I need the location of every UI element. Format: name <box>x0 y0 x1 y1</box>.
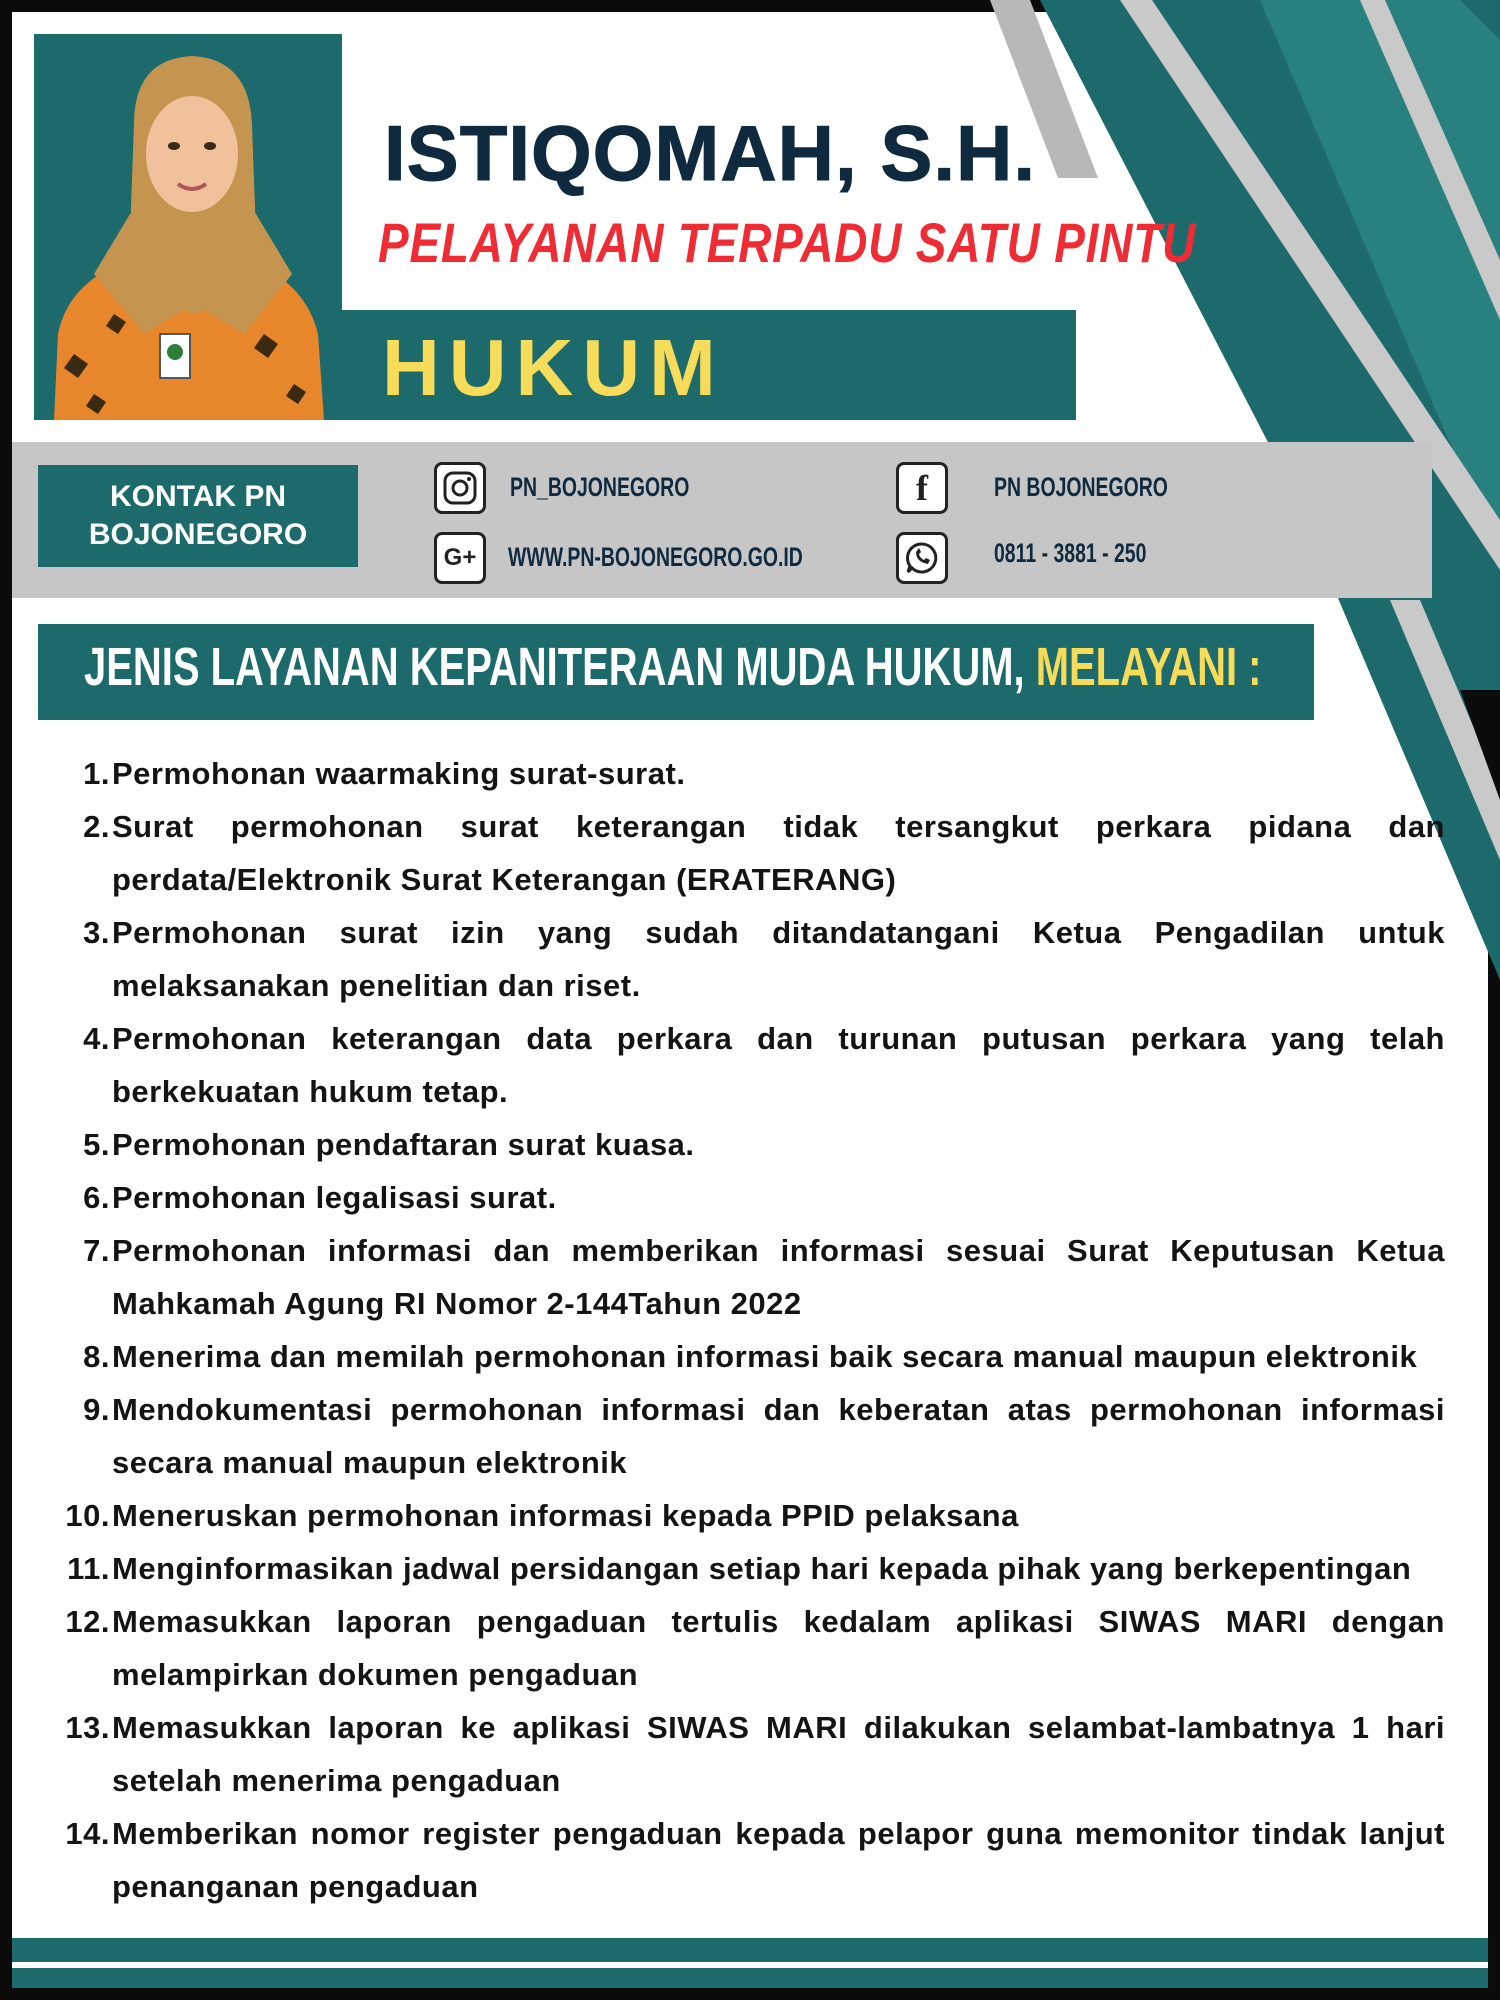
profile-photo <box>34 34 342 420</box>
list-item-text: Menginformasikan jadwal persidangan setiap hari kepada pihak yang berkepentingan <box>112 1551 1412 1586</box>
list-item-text: Permohonan informasi dan memberikan informasi sesuai Surat Keputusan Ketua Mahkamah Agung RI Nomor 2-144Tahun 2022 <box>112 1233 1445 1321</box>
facebook-icon[interactable] <box>896 462 948 514</box>
instagram-glyph-icon <box>442 470 478 506</box>
website-link[interactable]: WWW.PN-BOJONEGORO.GO.ID <box>508 542 803 572</box>
services-heading-text: JENIS LAYANAN KEPANITERAAN MUDA HUKUM, <box>84 637 1036 697</box>
list-item-number: 7. <box>83 1233 110 1268</box>
google-plus-icon[interactable] <box>434 532 486 584</box>
list-item <box>60 906 1445 1012</box>
list-item-text: Surat permohonan surat keterangan tidak tersangkut perkara pidana dan perdata/Elektronik Surat Keterangan (ERATERANG) <box>112 809 1445 897</box>
list-item <box>60 747 1445 800</box>
contact-label-box <box>38 465 358 567</box>
facebook-glyph-icon: f <box>916 468 928 508</box>
list-item <box>60 1224 1445 1330</box>
person-name: ISTIQOMAH, S.H. <box>384 109 1037 197</box>
list-item-text: Permohonan pendaftaran surat kuasa. <box>112 1127 695 1162</box>
list-item-text: Permohonan keterangan data perkara dan turunan putusan perkara yang telah berkekuatan hukum tetap. <box>112 1021 1445 1109</box>
services-heading-highlight: MELAYANI : <box>1035 637 1262 697</box>
list-item <box>60 1118 1445 1171</box>
list-item-number: 14. <box>65 1816 110 1851</box>
list-item <box>60 1701 1445 1807</box>
list-item-number: 10. <box>65 1498 110 1533</box>
list-item <box>60 1595 1445 1701</box>
list-item-text: Memasukkan laporan ke aplikasi SIWAS MARI dilakukan selambat-lambatnya 1 hari setelah menerima pengaduan <box>112 1710 1445 1798</box>
list-item-text: Menerima dan memilah permohonan informasi baik secara manual maupun elektronik <box>112 1339 1418 1374</box>
list-item-number: 9. <box>83 1392 110 1427</box>
section-title: HUKUM <box>382 323 725 412</box>
list-item-number: 4. <box>83 1021 110 1056</box>
services-list <box>60 747 1445 1913</box>
services-heading <box>84 636 1261 698</box>
facebook-page[interactable]: PN BOJONEGORO <box>994 472 1168 502</box>
list-item-text: Permohonan waarmaking surat-surat. <box>112 756 686 791</box>
footer-bar <box>12 1938 1488 1962</box>
list-item-number: 8. <box>83 1339 110 1374</box>
list-item-number: 1. <box>83 756 110 791</box>
list-item-text: Memasukkan laporan pengaduan tertulis kedalam aplikasi SIWAS MARI dengan melampirkan dokumen pengaduan <box>112 1604 1445 1692</box>
whatsapp-icon[interactable] <box>896 532 948 584</box>
list-item-number: 12. <box>65 1604 110 1639</box>
person-portrait-icon <box>34 34 342 420</box>
list-item <box>60 1489 1445 1542</box>
list-item-number: 2. <box>83 809 110 844</box>
list-item-number: 6. <box>83 1180 110 1215</box>
google-plus-glyph-icon: G+ <box>443 544 477 571</box>
instagram-icon[interactable] <box>434 462 486 514</box>
list-item-number: 3. <box>83 915 110 950</box>
contact-label: KONTAK PN BOJONEGORO <box>88 480 308 551</box>
whatsapp-glyph-icon <box>904 540 940 576</box>
list-item-text: Permohonan surat izin yang sudah ditandatangani Ketua Pengadilan untuk melaksanakan penelitian dan riset. <box>112 915 1445 1003</box>
service-subtitle: PELAYANAN TERPADU SATU PINTU <box>378 211 1197 274</box>
list-item-text: Mendokumentasi permohonan informasi dan keberatan atas permohonan informasi secara manual maupun elektronik <box>112 1392 1445 1480</box>
list-item-number: 13. <box>65 1710 110 1745</box>
list-item-text: Permohonan legalisasi surat. <box>112 1180 557 1215</box>
list-item <box>60 1012 1445 1118</box>
list-item <box>60 1171 1445 1224</box>
list-item-text: Meneruskan permohonan informasi kepada PPID pelaksana <box>112 1498 1019 1533</box>
list-item-number: 11. <box>67 1551 110 1586</box>
list-item-number: 5. <box>83 1127 110 1162</box>
list-item <box>60 1330 1445 1383</box>
list-item <box>60 1383 1445 1489</box>
list-item <box>60 1807 1445 1913</box>
list-item-text: Memberikan nomor register pengaduan kepada pelapor guna memonitor tindak lanjut penanganan pengaduan <box>112 1816 1445 1904</box>
whatsapp-number[interactable]: 0811 - 3881 - 250 <box>994 538 1147 568</box>
footer-bar-bottom <box>12 1968 1488 1988</box>
list-item <box>60 800 1445 906</box>
instagram-handle[interactable]: PN_BOJONEGORO <box>510 472 690 502</box>
list-item <box>60 1542 1445 1595</box>
